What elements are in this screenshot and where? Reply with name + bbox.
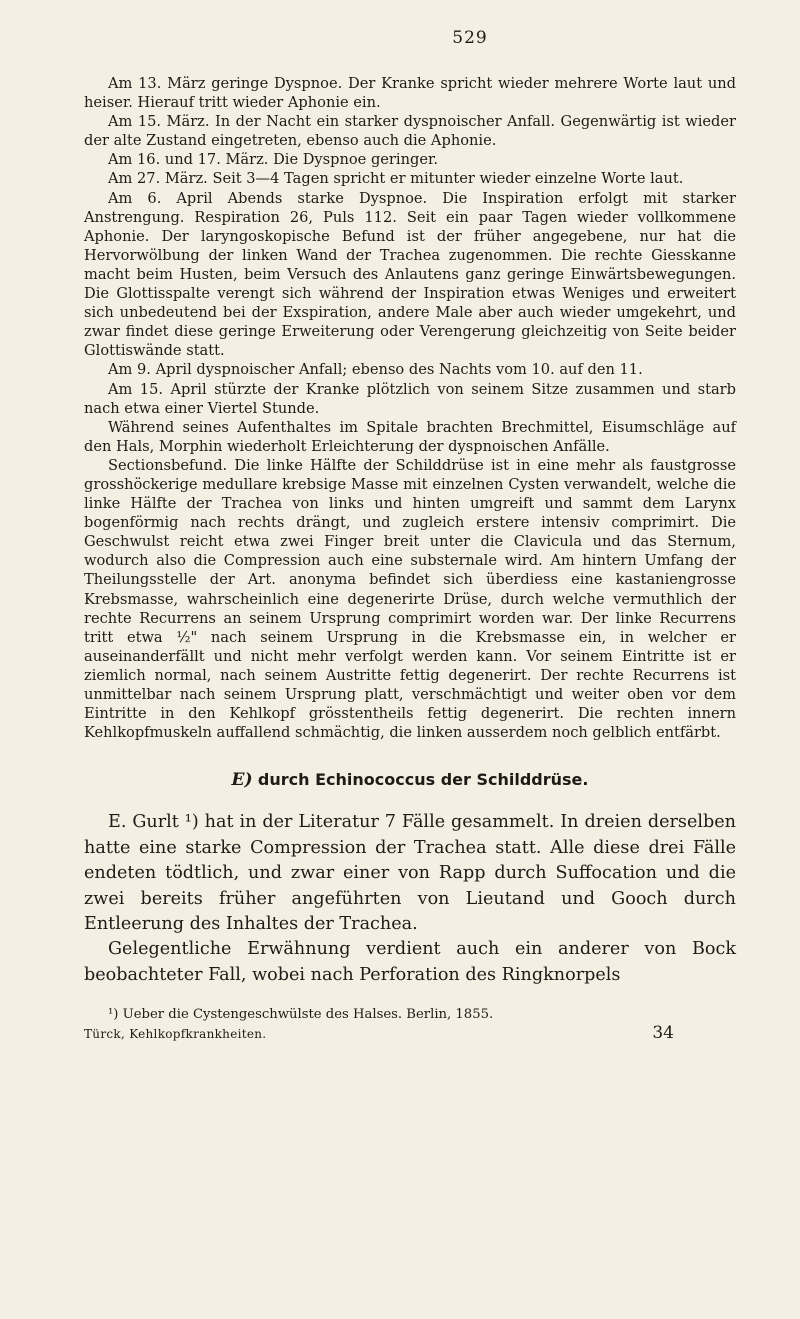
large-text [84,810,736,988]
paragraph: Am 9. April dyspnoischer Anfall; ebenso des Nachts vom 10. auf den 11. [108,361,643,379]
section-heading [84,770,736,790]
large-paragraph: Gelegentliche Erwähnung verdient auch ein anderer von Bock beobachteter Fall, wobei nach Perforation des Ringknorpels [84,939,736,985]
paragraph: Am 15. März. In der Nacht ein starker dyspnoischer Anfall. Gegenwärtig ist wieder der alte Zustand eingetreten, ebenso auch die Aphonie. [84,113,736,150]
footnotes [84,1006,736,1043]
paragraph: Am 15. April stürzte der Kranke plötzlich von seinem Sitze zusammen und starb nach etwa einer Viertel Stunde. [84,380,736,417]
paragraph: Während seines Aufenthaltes im Spitale brachten Brechmittel, Eisumschläge auf den Hals, Morphin wiederholt Erleichterung der dyspnoischen Anfälle. [84,418,736,455]
paragraph: Am 13. März geringe Dyspnoe. Der Kranke spricht wieder mehrere Worte laut und heiser. Hierauf tritt wieder Aphonie ein. [84,75,736,112]
paragraph: Am 16. und 17. März. Die Dyspnoe geringer. [108,151,438,169]
large-paragraph: E. Gurlt ¹) hat in der Literatur 7 Fälle gesammelt. In dreien derselben hatte eine starke Compression der Trachea statt. Alle diese drei Fälle endeten tödtlich, und zwar einer von Rapp durch Suffocation und die zwei bereits früher angeführten von Lieutand und Gooch durch Entleerung des Inhaltes der Trachea. [84,812,736,934]
footnote: ¹) Ueber die Cystengeschwülste des Halses. Berlin, 1855. [108,1007,494,1023]
paragraph: Am 6. April Abends starke Dyspnoe. Die Inspiration erfolgt mit starker Anstrengung. Respiration 26, Puls 112. Seit ein paar Tagen wieder vollkommene Aphonie. Der laryngoskopische Befund ist der früher angegebene, nur hat die Hervorwölbung der linken Wand der Trachea zugenommen. Die rechte Giesskanne macht beim Husten, beim Versuch des Anlautens ganz geringe Einwärtsbewegungen. Die Glottisspalte verengt sich während der Inspiration etwas Weniges und erweitert sich unbedeutend bei der Exspiration, andere Male aber auch wieder umgekehrt, und zwar findet diese geringe Erweiterung oder Verengerung gleichzeitig von Seite beider Glottiswände statt. [84,189,736,360]
section-letter: E) [231,770,253,791]
page [84,28,736,1043]
signature: Türck, Kehlkopfkrankheiten. [84,1027,267,1042]
section-title: durch Echinococcus der Schilddrüse. [257,770,589,790]
page-number: 529 [452,28,488,48]
sheet-number: 34 [652,1023,674,1044]
body-text [84,74,736,742]
paragraph: Am 27. März. Seit 3—4 Tagen spricht er mitunter wieder einzelne Worte laut. [108,170,684,188]
signature-line [84,1024,736,1043]
paragraph: Sectionsbefund. Die linke Hälfte der Schilddrüse ist in eine mehr als faustgrosse grosshöckerige medullare krebsige Masse mit einzelnen Cysten verwandelt, welche die linke Hälfte der Trachea von links und hinten umgreift und sammt dem Larynx bogenförmig nach rechts drängt, und zugleich erstere intensiv comprimirt. Die Geschwulst reicht etwa zwei Finger breit unter die Clavicula und das Sternum, wodurch also die Compression auch eine substernale wird. Am hintern Umfang der Theilungsstelle der Art. anonyma befindet sich überdiess eine kastaniengrosse Krebsmasse, wahrscheinlich eine degenerirte Drüse, durch welche vermuthlich der rechte Recurrens an seinem Ursprung comprimirt worden war. Der linke Recurrens tritt etwa ½" nach seinem Ursprung in die Krebsmasse ein, in welcher er auseinanderfällt und nicht mehr verfolgt werden kann. Vor seinem Eintritte ist er ziemlich normal, nach seinem Austritte fettig degenerirt. Der rechte Recurrens ist unmittelbar nach seinem Ursprung platt, verschmächtigt und weiter oben vor dem Eintritte in den Kehlkopf grösstentheils fettig degenerirt. Die rechten innern Kehlkopfmuskeln auffallend schmächtig, die linken ausserdem noch gelblich entfärbt. [84,456,736,742]
